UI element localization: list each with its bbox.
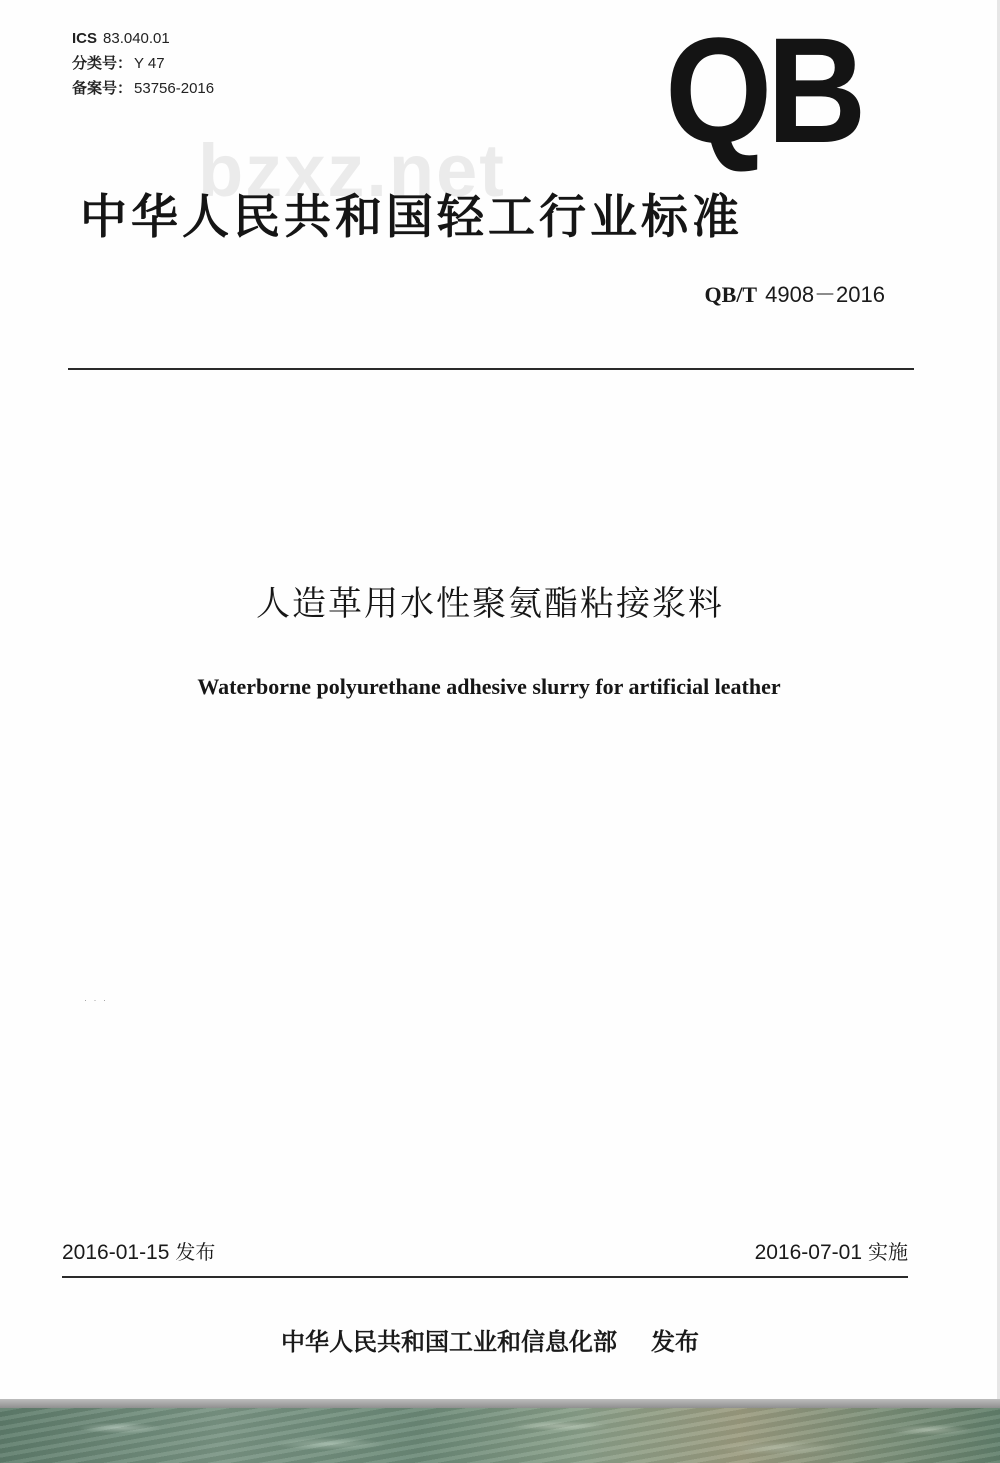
qb-logo: QB	[665, 6, 861, 174]
bottom-rule	[62, 1276, 908, 1278]
implement-label: 实施	[868, 1240, 908, 1264]
publish-date-block	[62, 1236, 215, 1265]
implement-date-block	[755, 1236, 908, 1265]
record-label: 备案号：	[72, 80, 133, 97]
category-label: 分类号：	[72, 55, 133, 72]
title-chinese: 人造革用水性聚氨酯粘接浆料	[256, 584, 724, 624]
page-bottom-edge	[0, 1399, 1000, 1408]
standard-code	[705, 278, 885, 309]
watermark: bzxz.net	[198, 129, 506, 212]
record-row	[72, 76, 214, 101]
standard-classification: 中华人民共和国轻工行业标准	[80, 190, 743, 245]
category-value: Y 47	[134, 55, 165, 72]
issuer-name: 中华人民共和国工业和信息化部	[281, 1328, 617, 1356]
ics-label: ICS	[72, 30, 98, 47]
implement-date: 2016-07-01	[754, 1241, 862, 1264]
category-row	[72, 51, 214, 76]
publish-date: 2016-01-15	[62, 1241, 170, 1264]
top-rule	[68, 368, 914, 370]
background-water-image	[0, 1408, 1000, 1463]
title-english: Waterborne polyurethane adhesive slurry for artificial leather	[197, 674, 781, 699]
issuer	[0, 1322, 980, 1357]
ics-row	[72, 26, 214, 51]
standard-code-number: 4908－2016	[765, 282, 885, 307]
record-value: 53756-2016	[134, 80, 215, 97]
scan-speck: · · ·	[84, 995, 108, 1005]
document-metadata	[72, 26, 214, 101]
publish-label: 发布	[175, 1240, 216, 1264]
issuer-action: 发布	[651, 1328, 699, 1356]
ics-value: 83.040.01	[103, 30, 170, 47]
standard-code-prefix: QB/T	[704, 282, 758, 307]
